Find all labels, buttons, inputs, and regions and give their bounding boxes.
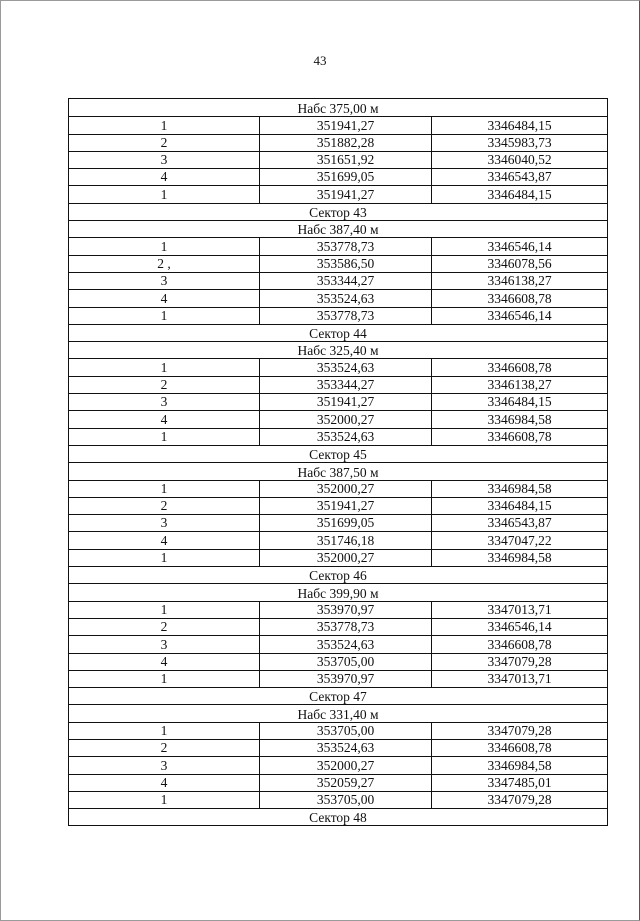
point-number-cell: 3 <box>160 636 168 652</box>
table-row <box>69 635 607 652</box>
x-coordinate-cell: 352000,27 <box>259 757 431 773</box>
y-coordinate-cell: 3347079,28 <box>431 654 607 670</box>
y-coordinate-cell: 3346546,14 <box>431 238 607 254</box>
point-number-cell: 1 <box>160 307 168 323</box>
x-coordinate-cell: 351941,27 <box>259 498 431 514</box>
point-number-cell: 2 <box>160 498 168 514</box>
x-coordinate-cell: 351699,05 <box>259 169 431 185</box>
y-coordinate-cell: 3347079,28 <box>431 723 607 739</box>
y-coordinate-cell: 3346484,15 <box>431 498 607 514</box>
table-row <box>69 134 607 151</box>
y-coordinate-cell: 3345983,73 <box>431 135 607 151</box>
x-coordinate-cell: 351941,27 <box>259 394 431 410</box>
point-number-cell: 3 <box>160 152 168 168</box>
y-coordinate-cell: 3346484,15 <box>431 394 607 410</box>
section-header-row: Сектор 48 <box>69 808 607 825</box>
table-row <box>69 497 607 514</box>
y-coordinate-cell: 3346546,14 <box>431 308 607 324</box>
y-coordinate-cell: 3346608,78 <box>431 740 607 756</box>
table-row <box>69 774 607 791</box>
point-number-cell: 1 <box>160 792 168 808</box>
y-coordinate-cell: 3347013,71 <box>431 602 607 618</box>
table-row <box>69 185 607 202</box>
x-coordinate-cell: 353970,97 <box>259 671 431 687</box>
section-header-row: Набс 331,40 м <box>69 704 607 721</box>
point-number-cell: 1 <box>160 117 168 133</box>
x-coordinate-cell: 353344,27 <box>259 273 431 289</box>
point-number-cell: 1 <box>160 671 168 687</box>
x-coordinate-cell: 352000,27 <box>259 550 431 566</box>
table-row <box>69 255 607 272</box>
table-row <box>69 601 607 618</box>
table-row <box>69 670 607 687</box>
y-coordinate-cell: 3347485,01 <box>431 775 607 791</box>
y-coordinate-cell: 3346543,87 <box>431 169 607 185</box>
point-number-cell: 4 <box>160 774 168 790</box>
table-row <box>69 428 607 445</box>
table-row <box>69 272 607 289</box>
point-number-cell: 2 , <box>157 255 171 271</box>
x-coordinate-cell: 353524,63 <box>259 359 431 375</box>
x-coordinate-cell: 352059,27 <box>259 775 431 791</box>
x-coordinate-cell: 351746,18 <box>259 532 431 548</box>
y-coordinate-cell: 3346040,52 <box>431 152 607 168</box>
section-header-row: Сектор 43 <box>69 203 607 220</box>
x-coordinate-cell: 353524,63 <box>259 636 431 652</box>
point-number-cell: 3 <box>160 515 168 531</box>
x-coordinate-cell: 353778,73 <box>259 619 431 635</box>
x-coordinate-cell: 352000,27 <box>259 481 431 497</box>
table-row <box>69 289 607 306</box>
y-coordinate-cell: 3346078,56 <box>431 256 607 272</box>
table-row <box>69 116 607 133</box>
x-coordinate-cell: 353778,73 <box>259 238 431 254</box>
x-coordinate-cell: 353586,50 <box>259 256 431 272</box>
coordinates-table <box>68 98 608 826</box>
y-coordinate-cell: 3347047,22 <box>431 532 607 548</box>
y-coordinate-cell: 3346608,78 <box>431 429 607 445</box>
point-number-cell: 4 <box>160 290 168 306</box>
table-row <box>69 480 607 497</box>
section-header-row: Набс 387,40 м <box>69 220 607 237</box>
point-number-cell: 1 <box>160 601 168 617</box>
table-row <box>69 531 607 548</box>
table-row <box>69 653 607 670</box>
table-row <box>69 739 607 756</box>
section-header-row: Сектор 44 <box>69 324 607 341</box>
point-number-cell: 1 <box>160 359 168 375</box>
section-header-row: Сектор 45 <box>69 445 607 462</box>
table-row <box>69 549 607 566</box>
point-number-cell: 2 <box>160 619 168 635</box>
x-coordinate-cell: 353705,00 <box>259 723 431 739</box>
table-row <box>69 618 607 635</box>
point-number-cell: 2 <box>160 134 168 150</box>
section-header-row: Сектор 46 <box>69 566 607 583</box>
point-number-cell: 3 <box>160 273 168 289</box>
y-coordinate-cell: 3346984,58 <box>431 411 607 427</box>
table-row <box>69 237 607 254</box>
x-coordinate-cell: 353524,63 <box>259 740 431 756</box>
y-coordinate-cell: 3346484,15 <box>431 117 607 133</box>
table-row <box>69 791 607 808</box>
x-coordinate-cell: 353524,63 <box>259 290 431 306</box>
y-coordinate-cell: 3347013,71 <box>431 671 607 687</box>
point-number-cell: 1 <box>160 428 168 444</box>
point-number-cell: 1 <box>160 238 168 254</box>
y-coordinate-cell: 3346138,27 <box>431 273 607 289</box>
y-coordinate-cell: 3346543,87 <box>431 515 607 531</box>
table-row <box>69 756 607 773</box>
x-coordinate-cell: 353705,00 <box>259 654 431 670</box>
table-row <box>69 410 607 427</box>
table-row <box>69 358 607 375</box>
section-header-row: Сектор 47 <box>69 687 607 704</box>
y-coordinate-cell: 3347079,28 <box>431 792 607 808</box>
x-coordinate-cell: 353970,97 <box>259 602 431 618</box>
point-number-cell: 1 <box>160 480 168 496</box>
y-coordinate-cell: 3346546,14 <box>431 619 607 635</box>
table-row <box>69 307 607 324</box>
x-coordinate-cell: 353524,63 <box>259 429 431 445</box>
y-coordinate-cell: 3346608,78 <box>431 290 607 306</box>
point-number-cell: 2 <box>160 740 168 756</box>
x-coordinate-cell: 353705,00 <box>259 792 431 808</box>
page-number: 43 <box>313 53 327 68</box>
point-number-cell: 3 <box>160 757 168 773</box>
section-header-row: Набс 387,50 м <box>69 462 607 479</box>
table-row <box>69 722 607 739</box>
point-number-cell: 4 <box>160 411 168 427</box>
table-row <box>69 376 607 393</box>
x-coordinate-cell: 353778,73 <box>259 308 431 324</box>
table-row <box>69 393 607 410</box>
x-coordinate-cell: 351941,27 <box>259 117 431 133</box>
y-coordinate-cell: 3346984,58 <box>431 481 607 497</box>
x-coordinate-cell: 353344,27 <box>259 377 431 393</box>
y-coordinate-cell: 3346984,58 <box>431 757 607 773</box>
table-row <box>69 151 607 168</box>
table-row <box>69 514 607 531</box>
y-coordinate-cell: 3346138,27 <box>431 377 607 393</box>
point-number-cell: 1 <box>160 186 168 202</box>
point-number-cell: 4 <box>160 169 168 185</box>
y-coordinate-cell: 3346984,58 <box>431 550 607 566</box>
section-header-row: Набс 375,00 м <box>297 101 379 117</box>
section-header-row: Набс 325,40 м <box>69 341 607 358</box>
table-row <box>69 168 607 185</box>
x-coordinate-cell: 352000,27 <box>259 411 431 427</box>
section-header-row: Набс 399,90 м <box>69 583 607 600</box>
point-number-cell: 3 <box>160 394 168 410</box>
y-coordinate-cell: 3346608,78 <box>431 359 607 375</box>
x-coordinate-cell: 351651,92 <box>259 152 431 168</box>
y-coordinate-cell: 3346608,78 <box>431 636 607 652</box>
x-coordinate-cell: 351699,05 <box>259 515 431 531</box>
x-coordinate-cell: 351882,28 <box>259 135 431 151</box>
y-coordinate-cell: 3346484,15 <box>431 186 607 202</box>
point-number-cell: 1 <box>160 550 168 566</box>
point-number-cell: 4 <box>160 532 168 548</box>
point-number-cell: 1 <box>160 722 168 738</box>
point-number-cell: 4 <box>160 653 168 669</box>
x-coordinate-cell: 351941,27 <box>259 186 431 202</box>
point-number-cell: 2 <box>160 377 168 393</box>
